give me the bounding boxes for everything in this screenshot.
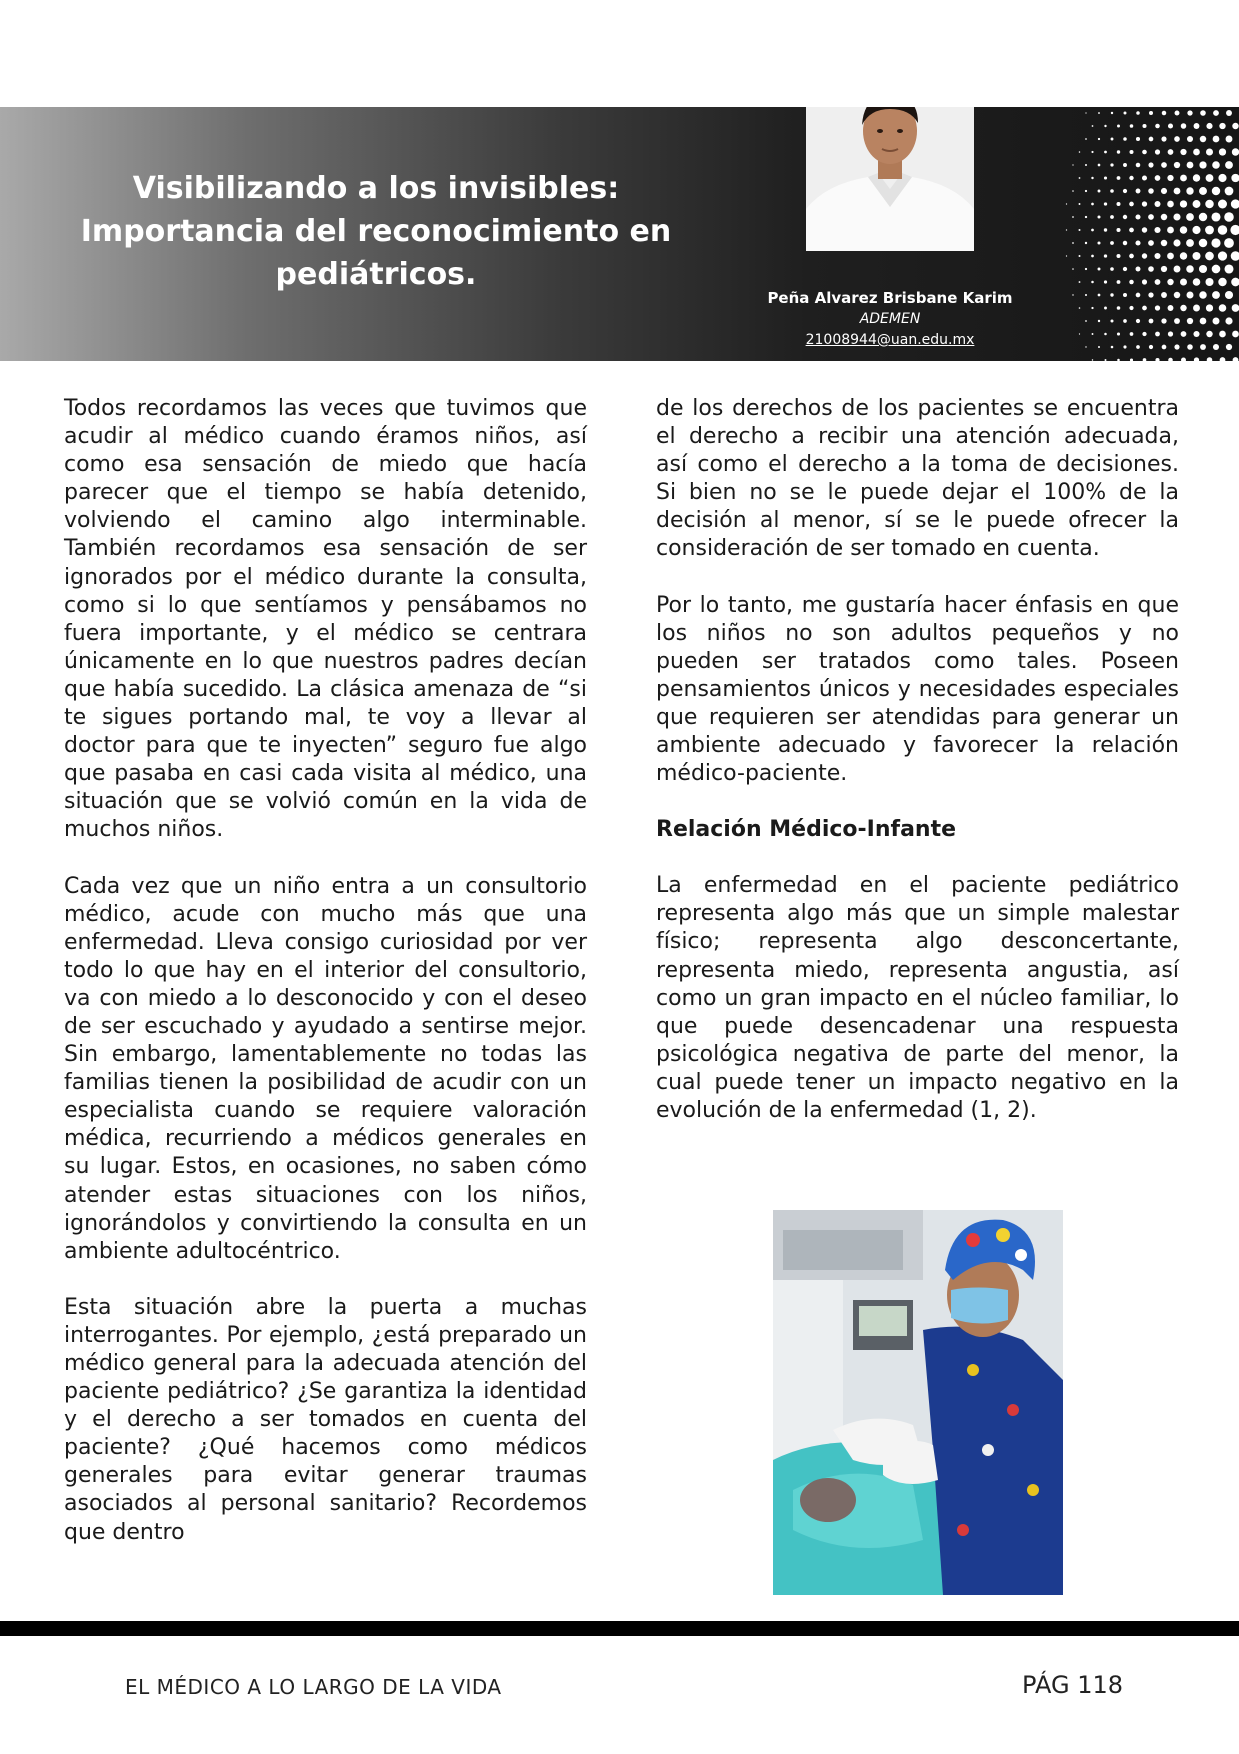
halftone-dot bbox=[1199, 213, 1207, 221]
halftone-dot bbox=[1205, 226, 1214, 235]
halftone-dot bbox=[1206, 304, 1213, 311]
paragraph: Todos recordamos las veces que tuvimos que acudir al médico cuando éramos niños, así como esa sensación de miedo que hacía parecer que el tiempo se había detenido, volviendo el camino algo interminable. También recordamos esa sensación de ser ignorados por el médico durante la consulta, como si lo que sentíamos y pensábamos no fuera importante, y el médico se centrara únicamente en lo que nuestros padres decían que había sucedido. La clásica amenaza de “si te sigues portando mal, te voy a llevar al doctor para que te inyecten” seguro fue algo que pasaba en casi cada visita al médico, una situación que se volvió común en la vida de muchos niños. bbox=[64, 396, 587, 843]
halftone-dot bbox=[1085, 190, 1087, 192]
halftone-dot bbox=[1098, 320, 1100, 322]
halftone-dot bbox=[1167, 175, 1173, 181]
author-info bbox=[760, 288, 1020, 351]
halftone-dot bbox=[1123, 319, 1127, 323]
halftone-dot bbox=[1174, 136, 1180, 142]
halftone-dot bbox=[1199, 265, 1207, 273]
halftone-dot bbox=[1142, 201, 1147, 206]
halftone-dot bbox=[1110, 241, 1114, 245]
halftone-dot bbox=[1079, 151, 1081, 153]
halftone-dot bbox=[1213, 344, 1219, 350]
halftone-dot bbox=[1072, 268, 1074, 270]
halftone-dot bbox=[1098, 268, 1101, 271]
halftone-dot bbox=[1091, 281, 1094, 284]
halftone-dot bbox=[1211, 212, 1220, 221]
halftone-dot bbox=[1110, 293, 1113, 296]
halftone-dot bbox=[1186, 239, 1194, 247]
halftone-dot bbox=[1117, 202, 1121, 206]
halftone-dot bbox=[1142, 306, 1147, 311]
halftone-dot bbox=[1123, 293, 1127, 297]
halftone-dot bbox=[1187, 344, 1193, 350]
halftone-dot bbox=[1168, 123, 1173, 128]
halftone-dot bbox=[1098, 346, 1100, 348]
halftone-dot bbox=[1180, 279, 1187, 286]
halftone-dot bbox=[1199, 291, 1206, 298]
paragraph: de los derechos de los pacientes se encuentra el derecho a recibir una atención adecuada, así como el derecho a la toma de decisiones. Si bien no se le puede dejar el 100% de la decisión al menor, sí se le puede ofrecer la consideración de ser tomado en cuenta. bbox=[656, 396, 1179, 562]
paragraph: Esta situación abre la puerta a muchas interrogantes. Por ejemplo, ¿está preparado un médico general para la adecuada atención del paciente pediátrico? ¿Se garantiza la identidad y el derecho a ser tomados en cuenta del paciente? ¿Qué hacemos como médicos generales para evitar generar traumas asociados al personal sanitario? Recordemos que dentro bbox=[64, 1294, 587, 1545]
halftone-dot bbox=[1149, 345, 1153, 349]
halftone-dot bbox=[1117, 332, 1120, 335]
halftone-dot bbox=[1167, 279, 1173, 285]
halftone-dot bbox=[1206, 148, 1213, 155]
halftone-dot bbox=[1180, 252, 1187, 259]
halftone-dot bbox=[1181, 123, 1187, 129]
halftone-dot bbox=[1143, 358, 1147, 361]
halftone-dot bbox=[1085, 320, 1087, 322]
halftone-dot bbox=[1117, 150, 1120, 153]
halftone-dot bbox=[1130, 124, 1134, 128]
section-heading: Relación Médico-Infante bbox=[656, 817, 957, 843]
halftone-dot bbox=[1117, 280, 1121, 284]
halftone-dot bbox=[1136, 137, 1140, 141]
halftone-dot bbox=[1104, 307, 1107, 310]
halftone-dot bbox=[1136, 111, 1140, 115]
halftone-dot bbox=[1104, 359, 1106, 361]
halftone-dot bbox=[1231, 278, 1239, 287]
halftone-dot bbox=[1199, 161, 1206, 168]
halftone-dot bbox=[1224, 264, 1233, 273]
halftone-dot bbox=[1161, 292, 1167, 298]
halftone-dot bbox=[1174, 318, 1180, 324]
halftone-dot bbox=[1123, 267, 1127, 271]
halftone-dot bbox=[1168, 331, 1173, 336]
halftone-dot bbox=[1167, 253, 1174, 260]
halftone-dot bbox=[1231, 251, 1239, 261]
halftone-dot bbox=[1187, 136, 1193, 142]
halftone-dot bbox=[1072, 164, 1073, 165]
halftone-dot bbox=[1085, 346, 1086, 347]
halftone-dot bbox=[1142, 253, 1147, 258]
halftone-dot bbox=[1129, 202, 1134, 207]
halftone-dot bbox=[1155, 332, 1160, 337]
halftone-dot bbox=[1091, 203, 1094, 206]
halftone-dot bbox=[1211, 238, 1220, 247]
halftone-dot bbox=[1085, 242, 1087, 244]
halftone-dot bbox=[1193, 278, 1201, 286]
halftone-dot bbox=[1104, 254, 1107, 257]
halftone-dot bbox=[1066, 203, 1067, 204]
paragraph: Cada vez que un niño entra a un consultorio médico, acude con mucho más que una enfermedad. Lleva consigo curiosidad por ver todo lo que hay en el interior del consultorio, va con miedo a lo desconocido y con el deseo de ser escuchado y ayudado a sentirse mejor. Sin embargo, lamentablemente no todas las familias tienen la posibilidad de acudir con un especialista cuando se requiere valoración médica, recurriendo a médicos generales en su lugar. Estos, en ocasiones, no saben cómo atender estas situaciones con los niños, ignorándolos y convirtiendo la consulta en un ambiente adultocéntrico. bbox=[64, 873, 587, 1264]
halftone-dot bbox=[1232, 304, 1239, 312]
halftone-dot bbox=[1091, 151, 1093, 153]
halftone-dot bbox=[1180, 200, 1187, 207]
halftone-dot bbox=[1206, 331, 1212, 337]
halftone-dot bbox=[1148, 292, 1153, 297]
halftone-dot bbox=[1148, 240, 1154, 246]
halftone-dot bbox=[1066, 255, 1067, 256]
halftone-dot bbox=[1180, 305, 1186, 311]
halftone-dot bbox=[1123, 215, 1127, 219]
halftone-dot bbox=[1129, 306, 1133, 310]
halftone-dot bbox=[1110, 189, 1114, 193]
halftone-dot bbox=[1097, 241, 1100, 244]
halftone-dot bbox=[1174, 292, 1180, 298]
halftone-dot bbox=[1149, 111, 1153, 115]
halftone-dot bbox=[1161, 318, 1166, 323]
halftone-dot bbox=[1104, 125, 1106, 127]
halftone-dot bbox=[1212, 187, 1220, 195]
header-banner bbox=[0, 107, 1239, 361]
halftone-dot bbox=[1200, 136, 1206, 142]
halftone-dot bbox=[1192, 226, 1200, 234]
author-name: Peña Alvarez Brisbane Karim bbox=[767, 289, 1013, 307]
halftone-dot bbox=[1186, 187, 1193, 194]
halftone-dot bbox=[1155, 124, 1160, 129]
halftone-dots-decoration bbox=[989, 107, 1239, 361]
halftone-dot bbox=[1167, 201, 1174, 208]
halftone-dot bbox=[1181, 358, 1186, 361]
halftone-dot bbox=[1130, 358, 1133, 361]
halftone-dot bbox=[1104, 280, 1107, 283]
halftone-dot bbox=[1218, 225, 1228, 235]
halftone-dot bbox=[1162, 111, 1167, 116]
halftone-dot bbox=[1129, 228, 1134, 233]
halftone-dot bbox=[1193, 331, 1199, 337]
halftone-dot bbox=[1079, 203, 1081, 205]
halftone-dot bbox=[1092, 333, 1094, 335]
halftone-dot bbox=[1098, 164, 1101, 167]
halftone-dot bbox=[1162, 345, 1167, 350]
halftone-dot bbox=[1079, 333, 1080, 334]
halftone-dot bbox=[1232, 148, 1239, 155]
halftone-dot bbox=[1233, 357, 1239, 361]
halftone-dot bbox=[1205, 252, 1214, 261]
halftone-dot bbox=[1110, 163, 1113, 166]
halftone-dot bbox=[1224, 238, 1234, 248]
halftone-dot bbox=[1199, 239, 1207, 247]
halftone-dot bbox=[1110, 215, 1114, 219]
halftone-dot bbox=[1173, 239, 1180, 246]
halftone-dot bbox=[1205, 200, 1214, 209]
halftone-dot bbox=[1161, 266, 1167, 272]
halftone-dot bbox=[1129, 176, 1133, 180]
halftone-dot bbox=[1123, 241, 1127, 245]
halftone-dot bbox=[1174, 344, 1179, 349]
halftone-dot bbox=[1097, 215, 1100, 218]
halftone-dot bbox=[1212, 265, 1221, 274]
halftone-dot bbox=[1155, 358, 1159, 361]
halftone-dot bbox=[1111, 112, 1113, 114]
halftone-dot bbox=[1219, 331, 1226, 338]
halftone-dot bbox=[1142, 175, 1147, 180]
halftone-dot bbox=[1104, 333, 1107, 336]
paragraph: La enfermedad en el paciente pediátrico representa algo más que un simple malestar físico; representa algo desconcertante, representa miedo, representa angustia, así como un gran impacto en el núcleo familiar, lo que puede desencadenar una respuesta psicológica negativa de parte del menor, la cual puede tener un impacto negativo en la evolución de la enfermedad (1, 2). bbox=[656, 873, 1179, 1123]
halftone-dot bbox=[1193, 149, 1200, 156]
halftone-dot bbox=[1155, 305, 1160, 310]
halftone-dot bbox=[1104, 151, 1107, 154]
halftone-dot bbox=[1167, 227, 1174, 234]
halftone-dot bbox=[1193, 305, 1200, 312]
halftone-dot bbox=[1205, 278, 1213, 286]
halftone-dot bbox=[1161, 240, 1167, 246]
halftone-dot bbox=[1135, 214, 1140, 219]
halftone-dot bbox=[1079, 177, 1081, 179]
halftone-dot bbox=[1154, 253, 1160, 259]
halftone-dot bbox=[1148, 214, 1154, 220]
halftone-dot bbox=[1231, 174, 1239, 182]
publication-name: EL MÉDICO A LO LARGO DE LA VIDA bbox=[125, 1675, 502, 1699]
halftone-dot bbox=[1232, 123, 1238, 129]
halftone-dot bbox=[1142, 227, 1147, 232]
halftone-dot bbox=[1200, 110, 1206, 116]
halftone-dot bbox=[1085, 138, 1087, 140]
halftone-dot bbox=[1117, 176, 1121, 180]
halftone-dot bbox=[1110, 319, 1113, 322]
halftone-dot bbox=[1200, 344, 1206, 350]
halftone-dot bbox=[1104, 176, 1107, 179]
halftone-dot bbox=[1193, 174, 1200, 181]
halftone-dot bbox=[1155, 175, 1161, 181]
halftone-dot bbox=[1116, 228, 1120, 232]
halftone-dot bbox=[1231, 199, 1239, 208]
halftone-dot bbox=[1091, 307, 1093, 309]
halftone-dot bbox=[1218, 251, 1227, 260]
halftone-dot bbox=[1066, 229, 1067, 230]
halftone-dot bbox=[1219, 123, 1225, 129]
halftone-dot bbox=[1136, 163, 1141, 168]
halftone-dot bbox=[1124, 112, 1127, 115]
halftone-dot bbox=[1213, 318, 1220, 325]
halftone-dot bbox=[1174, 188, 1181, 195]
halftone-dot bbox=[1072, 216, 1074, 218]
halftone-dot bbox=[1129, 280, 1134, 285]
halftone-dot bbox=[1085, 112, 1086, 113]
halftone-dot bbox=[1168, 149, 1174, 155]
halftone-dot bbox=[1072, 242, 1074, 244]
halftone-dot bbox=[1123, 137, 1127, 141]
article-title: Visibilizando a los invisibles: Importancia del reconocimiento en pediátricos. bbox=[80, 171, 672, 292]
halftone-dot bbox=[1148, 266, 1154, 272]
halftone-dot bbox=[1117, 359, 1120, 361]
halftone-dot bbox=[1155, 201, 1161, 207]
halftone-dot bbox=[1117, 125, 1120, 128]
halftone-dot bbox=[1174, 162, 1180, 168]
halftone-dot bbox=[1148, 162, 1153, 167]
halftone-dot bbox=[1225, 317, 1232, 324]
halftone-dot bbox=[1123, 345, 1126, 348]
halftone-dot bbox=[1224, 212, 1234, 222]
footer-rule bbox=[0, 1621, 1239, 1636]
halftone-dot bbox=[1218, 174, 1226, 182]
halftone-dot bbox=[1079, 281, 1081, 283]
halftone-dot bbox=[1155, 149, 1160, 154]
halftone-dot bbox=[1136, 293, 1141, 298]
halftone-dot bbox=[1079, 307, 1081, 309]
halftone-dot bbox=[1206, 174, 1214, 182]
halftone-dot bbox=[1161, 136, 1166, 141]
halftone-dot bbox=[1072, 294, 1073, 295]
halftone-dot bbox=[1091, 255, 1094, 258]
halftone-dot bbox=[1136, 319, 1140, 323]
author-photo bbox=[806, 107, 974, 251]
halftone-dot bbox=[1142, 150, 1147, 155]
halftone-dot bbox=[1154, 227, 1160, 233]
halftone-dot bbox=[1161, 214, 1167, 220]
halftone-dot bbox=[1078, 229, 1080, 231]
halftone-dot bbox=[1207, 357, 1213, 361]
halftone-dot bbox=[1111, 346, 1114, 349]
halftone-dot bbox=[1212, 161, 1220, 169]
halftone-dot bbox=[1226, 136, 1233, 143]
halftone-dot bbox=[1098, 112, 1100, 114]
halftone-dot bbox=[1149, 137, 1154, 142]
pediatric-care-photo bbox=[773, 1210, 1063, 1595]
halftone-dot bbox=[1129, 254, 1134, 259]
halftone-dot bbox=[1226, 344, 1232, 350]
halftone-dot bbox=[1206, 123, 1212, 129]
halftone-dot bbox=[1079, 255, 1081, 257]
halftone-dot bbox=[1168, 358, 1173, 361]
page-number: PÁG 118 bbox=[1022, 1671, 1123, 1699]
halftone-dot bbox=[1085, 164, 1087, 166]
halftone-dot bbox=[1218, 200, 1227, 209]
halftone-dot bbox=[1212, 291, 1220, 299]
halftone-dot bbox=[1186, 265, 1194, 273]
halftone-dot bbox=[1085, 216, 1087, 218]
left-column bbox=[64, 395, 587, 1575]
halftone-dot bbox=[1085, 294, 1087, 296]
halftone-dot bbox=[1136, 345, 1140, 349]
halftone-dot bbox=[1104, 228, 1107, 231]
halftone-dot bbox=[1174, 266, 1181, 273]
halftone-dot bbox=[1091, 177, 1093, 179]
halftone-dot bbox=[1225, 291, 1233, 299]
halftone-dot bbox=[1117, 306, 1121, 310]
halftone-dot bbox=[1111, 138, 1114, 141]
halftone-dot bbox=[1098, 190, 1101, 193]
halftone-dot bbox=[1136, 267, 1141, 272]
halftone-dot bbox=[1192, 252, 1200, 260]
halftone-dot bbox=[1085, 268, 1087, 270]
halftone-dot bbox=[1193, 200, 1201, 208]
halftone-dot bbox=[1142, 332, 1146, 336]
halftone-dot bbox=[1173, 213, 1180, 220]
halftone-dot bbox=[1180, 149, 1186, 155]
halftone-dot bbox=[1149, 319, 1154, 324]
halftone-dot bbox=[1155, 279, 1161, 285]
halftone-dot bbox=[1161, 188, 1167, 194]
halftone-dot bbox=[1142, 124, 1146, 128]
halftone-dot bbox=[1219, 148, 1226, 155]
halftone-dot bbox=[1230, 225, 1239, 235]
halftone-dot bbox=[1092, 359, 1093, 360]
halftone-dot bbox=[1136, 189, 1141, 194]
halftone-dot bbox=[1226, 110, 1232, 116]
halftone-dot bbox=[1200, 318, 1207, 325]
halftone-dot bbox=[1116, 254, 1120, 258]
halftone-dot bbox=[1123, 163, 1127, 167]
halftone-dot bbox=[1092, 125, 1094, 127]
halftone-dot bbox=[1123, 189, 1127, 193]
halftone-dot bbox=[1072, 190, 1074, 192]
halftone-dot bbox=[1104, 202, 1107, 205]
halftone-dot bbox=[1213, 136, 1220, 143]
halftone-dot bbox=[1225, 187, 1234, 196]
halftone-dot bbox=[1194, 357, 1199, 361]
halftone-dot bbox=[1218, 278, 1226, 286]
halftone-dot bbox=[1181, 331, 1187, 337]
author-organization: ADEMEN bbox=[859, 311, 921, 327]
halftone-dot bbox=[1175, 111, 1180, 116]
halftone-dot bbox=[1110, 267, 1114, 271]
halftone-dot bbox=[1142, 279, 1147, 284]
halftone-dot bbox=[1199, 187, 1207, 195]
halftone-dot bbox=[1130, 332, 1134, 336]
paragraph: Por lo tanto, me gustaría hacer énfasis en que los niños no son adultos pequeños y no pueden ser tratados como tales. Poseen pensamientos únicos y necesidades especiales que requieren ser atendidas para generar un ambiente adecuado y favorecer la relación médico-paciente. bbox=[656, 592, 1179, 787]
halftone-dot bbox=[1135, 240, 1140, 245]
halftone-dot bbox=[1213, 110, 1219, 116]
halftone-dot bbox=[1098, 138, 1100, 140]
halftone-dot bbox=[1148, 188, 1154, 194]
halftone-dot bbox=[1225, 161, 1233, 169]
halftone-dot bbox=[1098, 294, 1101, 297]
halftone-dot bbox=[1232, 331, 1239, 338]
halftone-dot bbox=[1129, 150, 1133, 154]
author-email-link[interactable]: 21008944@uan.edu.mx bbox=[805, 332, 975, 348]
halftone-dot bbox=[1168, 305, 1174, 311]
halftone-dot bbox=[1161, 162, 1167, 168]
halftone-dot bbox=[1220, 357, 1226, 361]
halftone-dot bbox=[1180, 226, 1187, 233]
halftone-dot bbox=[1194, 123, 1200, 129]
right-column bbox=[656, 395, 1179, 1153]
halftone-dot bbox=[1187, 318, 1193, 324]
halftone-dot bbox=[1219, 304, 1227, 312]
halftone-dot bbox=[1091, 229, 1094, 232]
halftone-dot bbox=[1187, 162, 1194, 169]
halftone-dot bbox=[1187, 292, 1194, 299]
halftone-dot bbox=[1187, 110, 1192, 115]
halftone-dot bbox=[1186, 213, 1194, 221]
halftone-dot bbox=[1180, 175, 1187, 182]
